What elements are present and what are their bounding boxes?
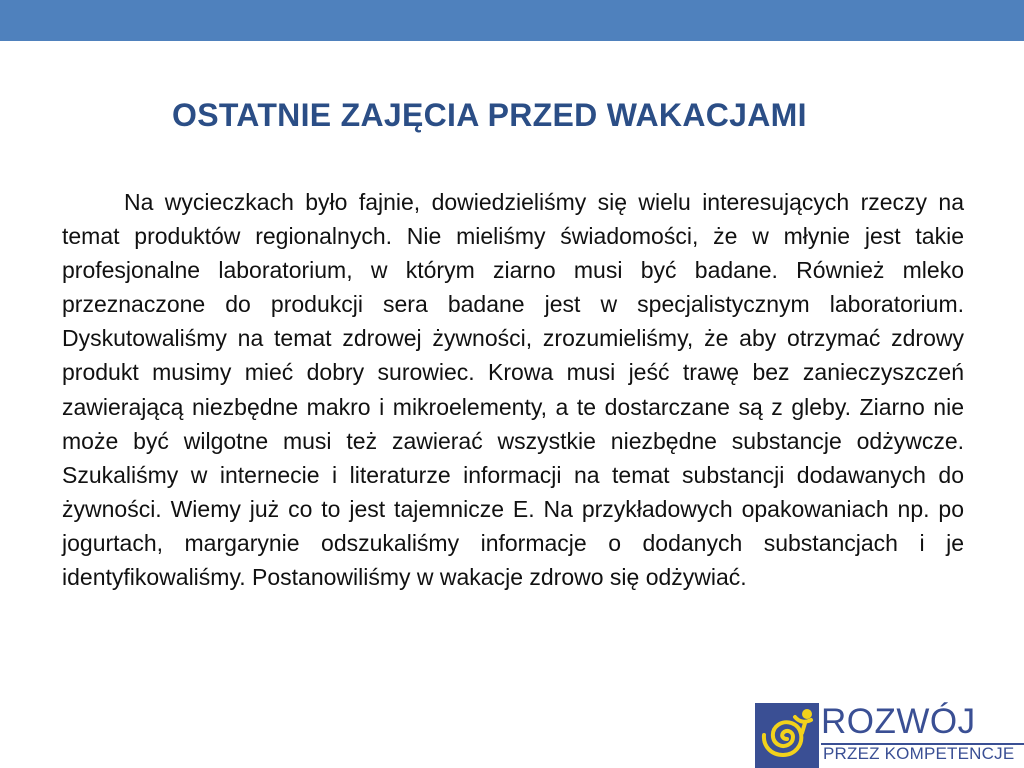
top-accent-bar	[0, 0, 1024, 41]
rozwoj-logo	[755, 703, 1024, 768]
logo-tagline: PRZEZ KOMPETENCJE	[823, 744, 1015, 763]
spiral-figure-icon	[755, 703, 819, 768]
slide-body-text: Na wycieczkach było fajnie, dowiedzieliśmy się wielu interesujących rzeczy na temat produktów regionalnych. Nie mieliśmy świadomości, że w młynie jest takie profesjonalne laboratorium, w którym ziarno musi być badane. Również mleko przeznaczone do produkcji sera badane jest w specjalistycznym laboratorium. Dyskutowaliśmy na temat zdrowej żywności, zrozumieliśmy, że aby otrzymać zdrowy produkt musimy mieć dobry surowiec. Krowa musi jeść trawę bez zanieczyszczeń zawierającą niezbędne makro i mikroelementy, a te dostarczane są z gleby. Ziarno nie może być wilgotne musi też zawierać wszystkie niezbędne substancje odżywcze. Szukaliśmy w internecie i literaturze informacji na temat substancji dodawanych do żywności. Wiemy już co to jest tajemnicze E. Na przykładowych opakowaniach np. po jogurtach, margarynie odszukaliśmy informacje o dodanych substancjach i je identyfikowaliśmy. Postanowiliśmy w wakacje zdrowo się odżywiać.	[62, 189, 964, 591]
slide-title: OSTATNIE ZAJĘCIA PRZED WAKACJAMI	[172, 97, 807, 133]
logo-wordmark: ROZWÓJ	[821, 702, 976, 741]
